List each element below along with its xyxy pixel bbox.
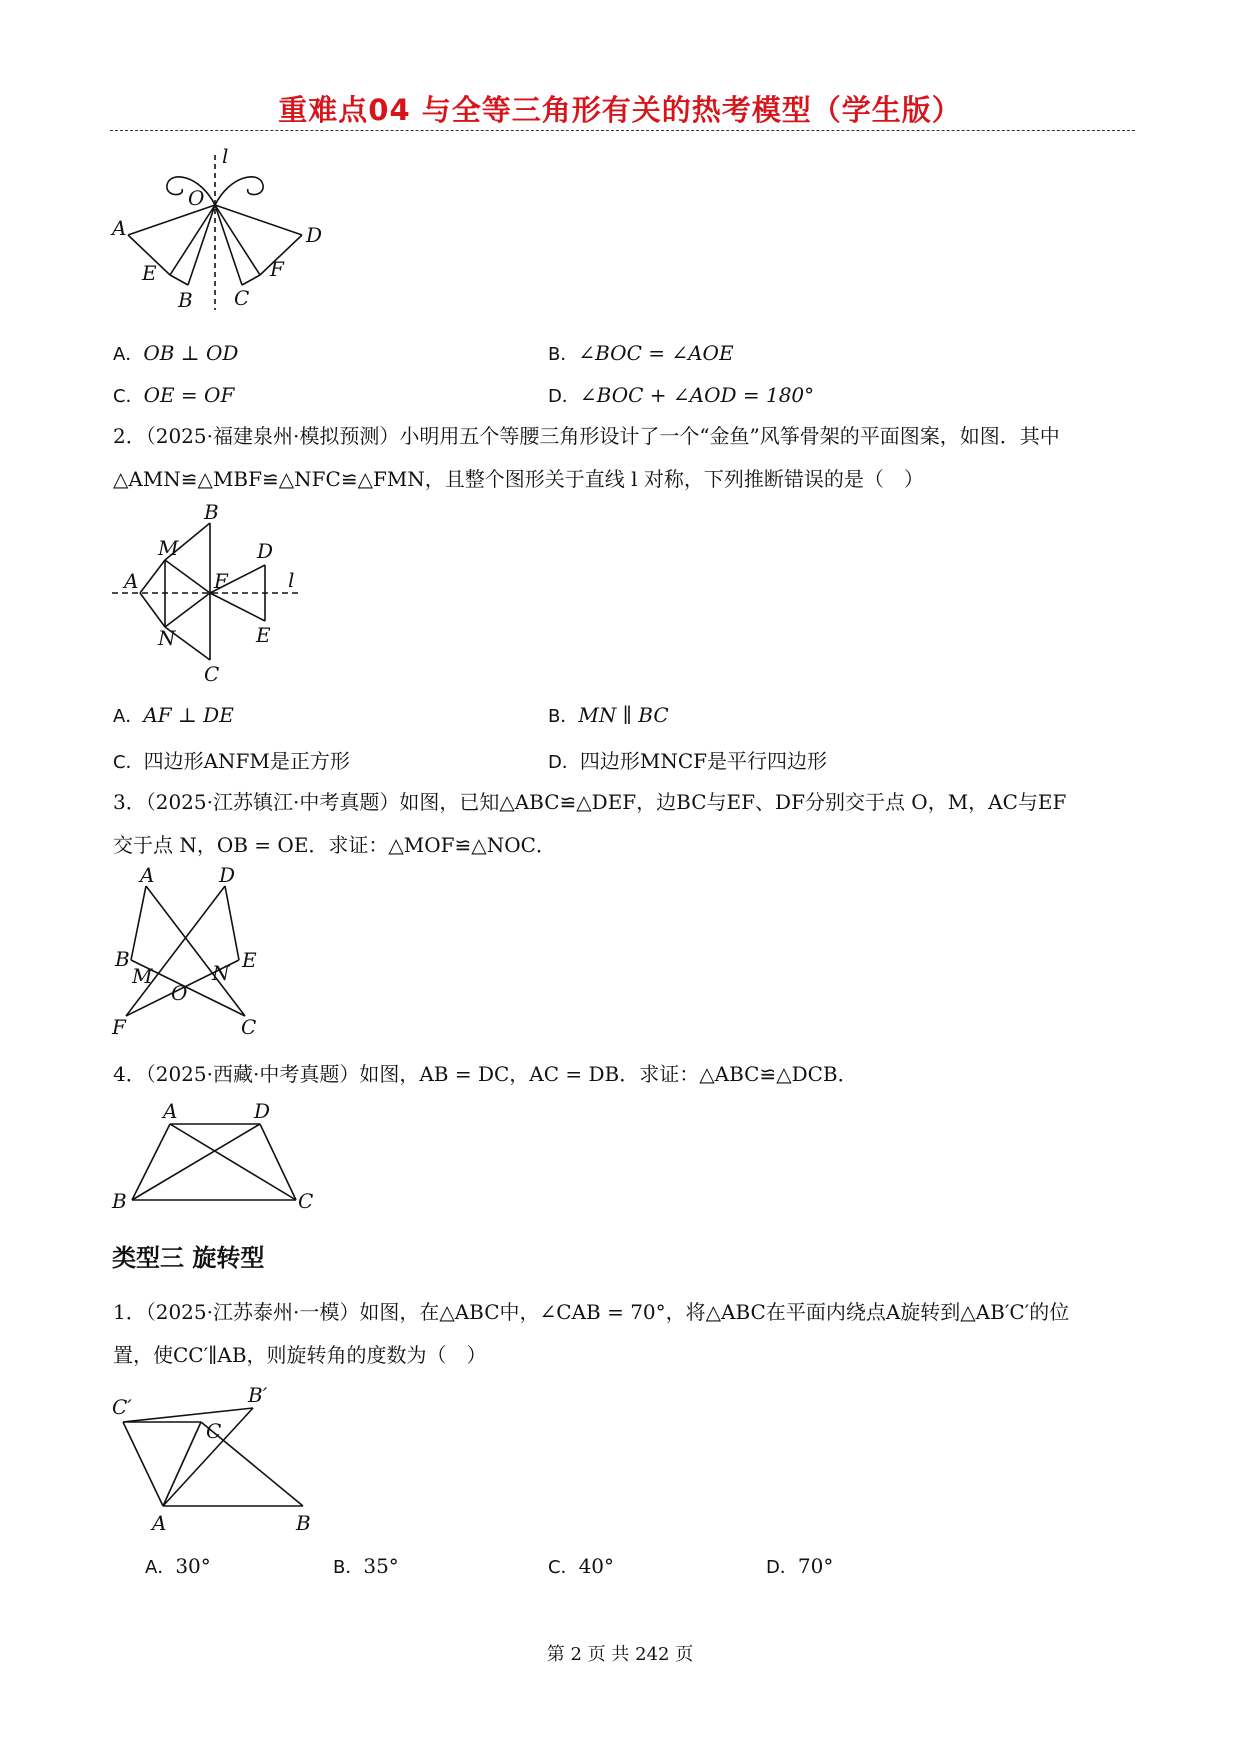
label-B: B <box>115 947 130 971</box>
label-A: A <box>140 863 155 887</box>
section-heading: 类型三 旋转型 <box>112 1244 265 1272</box>
page-footer: 第 2 页 共 242 页 <box>546 1644 694 1665</box>
label-D: D <box>219 863 236 887</box>
label-E: E <box>256 623 271 647</box>
label-B: B <box>112 1189 127 1213</box>
header-rule <box>110 130 1135 131</box>
label-B: B <box>178 288 193 312</box>
r1-option-c[interactable]: C．40° <box>548 1554 615 1578</box>
label-D: D <box>257 539 274 563</box>
page-title: 重难点04 与全等三角形有关的热考模型（学生版） <box>278 93 962 127</box>
q2-option-d[interactable]: D．四边形MNCF是平行四边形 <box>548 749 828 773</box>
figure-q4-trapezoid <box>108 1099 323 1213</box>
label-M: M <box>132 964 153 988</box>
r1-option-d[interactable]: D．70° <box>766 1554 834 1578</box>
label-A: A <box>124 569 139 593</box>
label-E: E <box>142 261 157 285</box>
q2-stem-line1: 2．（2025·福建泉州·模拟预测）小明用五个等腰三角形设计了一个“金鱼”风筝骨架的平面图案，如图．其中 <box>113 424 1060 448</box>
q2-stem-line2: △AMN≌△MBF≌△NFC≌△FMN，且整个图形关于直线 l 对称，下列推断错误的是（ ） <box>113 467 924 491</box>
q3-stem-line2: 交于点 N，OB = OE．求证：△MOF≌△NOC． <box>113 833 556 857</box>
label-D: D <box>306 223 323 247</box>
q2-option-c[interactable]: C．四边形ANFM是正方形 <box>113 749 350 773</box>
label-A: A <box>163 1099 178 1123</box>
label-C: C <box>234 286 250 310</box>
q2-option-a[interactable]: A．AF ⊥ DE <box>113 703 234 727</box>
q3-stem-line1: 3．（2025·江苏镇江·中考真题）如图，已知△ABC≌△DEF，边BC与EF、DF分别交于点 O，M，AC与EF <box>113 790 1067 814</box>
label-D: D <box>254 1099 271 1123</box>
label-B: B <box>296 1511 311 1535</box>
figure-q2-goldfish <box>110 500 310 690</box>
label-l: l <box>222 144 229 168</box>
label-C-prime: C′ <box>112 1395 132 1419</box>
figure-r1-rotation <box>108 1378 323 1538</box>
label-A: A <box>112 216 127 240</box>
q1-option-d[interactable]: D．∠BOC + ∠AOD = 180° <box>548 383 815 407</box>
r1-option-b[interactable]: B．35° <box>333 1554 399 1578</box>
r1-stem-line1: 1．（2025·江苏泰州·一模）如图，在△ABC中，∠CAB = 70°，将△ABC在平面内绕点A旋转到△AB′C′的位 <box>113 1300 1070 1324</box>
label-C: C <box>298 1189 314 1213</box>
label-A: A <box>152 1511 167 1535</box>
q1-option-a[interactable]: A．OB ⊥ OD <box>113 341 239 365</box>
label-N: N <box>212 961 230 985</box>
label-C: C <box>241 1015 257 1039</box>
label-B-prime: B′ <box>248 1383 268 1407</box>
label-E: E <box>242 948 257 972</box>
label-F: F <box>270 257 284 281</box>
q1-option-c[interactable]: C．OE = OF <box>113 383 235 407</box>
label-C: C <box>204 662 220 686</box>
label-N: N <box>158 626 176 650</box>
q2-option-b[interactable]: B．MN ∥ BC <box>548 703 669 727</box>
label-O: O <box>188 186 205 210</box>
q1-option-b[interactable]: B．∠BOC = ∠AOE <box>548 341 734 365</box>
figure-q3-congruent <box>108 863 268 1039</box>
label-B: B <box>204 500 219 524</box>
r1-stem-line2: 置，使CC′∥AB，则旋转角的度数为（ ） <box>113 1343 487 1367</box>
label-F: F <box>214 569 228 593</box>
label-l: l <box>288 568 295 592</box>
r1-option-a[interactable]: A．30° <box>145 1554 211 1578</box>
label-O: O <box>171 981 188 1005</box>
label-C: C <box>206 1419 222 1443</box>
figure-q1-kite <box>110 145 340 320</box>
label-M: M <box>158 536 179 560</box>
q4-stem: 4．（2025·西藏·中考真题）如图，AB = DC，AC = DB．求证：△ABC≌△DCB． <box>113 1062 858 1086</box>
label-F: F <box>112 1015 126 1039</box>
